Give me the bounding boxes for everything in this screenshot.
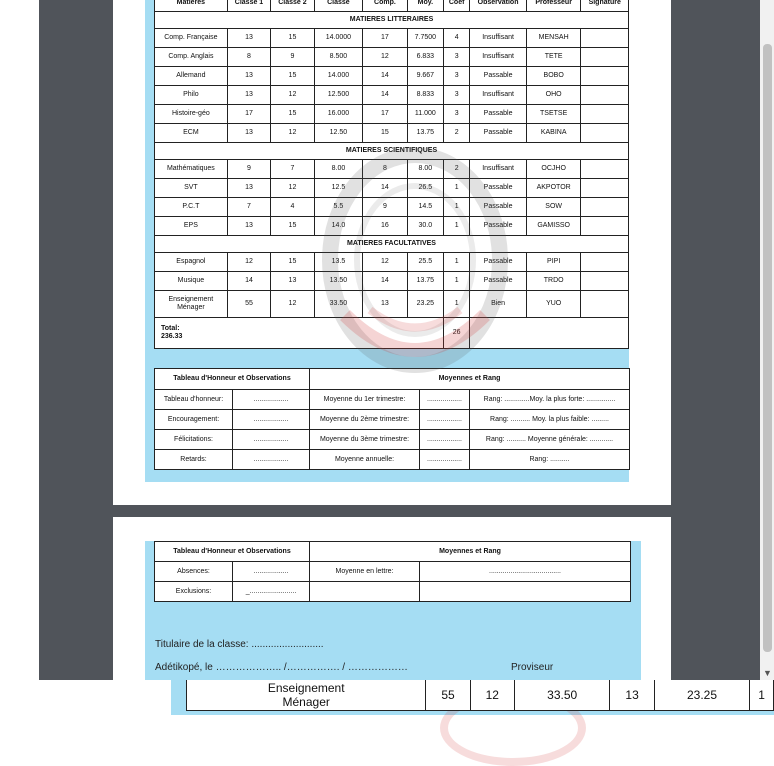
table-cell: 13 [227, 86, 270, 105]
table-cell: .................. [233, 390, 310, 410]
table-cell: 55 [426, 680, 470, 711]
table-cell: 4 [444, 29, 470, 48]
table-cell: 14 [363, 67, 407, 86]
table-cell: Insuffisant [470, 48, 527, 67]
table-cell: 11.000 [407, 105, 443, 124]
table-header-row [155, 369, 630, 390]
table-cell: Exclusions: [155, 582, 233, 602]
table-cell: 16.000 [314, 105, 363, 124]
table-cell: Rang: .............Moy. la plus forte: ............... [470, 390, 630, 410]
table-cell: .................. [420, 450, 470, 470]
table-cell: Passable [470, 124, 527, 143]
table-cell: 12 [271, 124, 314, 143]
table-cell: 33.50 [314, 291, 363, 318]
table-cell: Retards: [155, 450, 233, 470]
table-row [155, 48, 629, 67]
table-cell: 55 [227, 291, 270, 318]
table-cell: 9 [227, 160, 270, 179]
table-cell: 13.50 [314, 272, 363, 291]
table-cell: Enseignement Ménager [155, 291, 228, 318]
table-cell: Moyenne annuelle: [310, 450, 420, 470]
table-cell: 12.5 [314, 179, 363, 198]
table-cell: .................. [233, 410, 310, 430]
column-header: Moy. [407, 0, 443, 12]
table-cell: 13 [227, 217, 270, 236]
table-cell: 14.000 [314, 67, 363, 86]
table-cell: Insuffisant [470, 160, 527, 179]
table-cell: Passable [470, 198, 527, 217]
column-header: Comp. [363, 0, 407, 12]
table-cell: 8 [227, 48, 270, 67]
averages-title: Moyennes et Rang [310, 542, 631, 562]
column-header: Matières [155, 0, 228, 12]
table-cell: 8.500 [314, 48, 363, 67]
table-cell: 13 [610, 680, 654, 711]
table-cell [581, 217, 629, 236]
report-sheet [145, 0, 629, 482]
table-cell: 13.5 [314, 253, 363, 272]
table-cell: 9.667 [407, 67, 443, 86]
blank-cell [470, 318, 629, 349]
table-cell: Passable [470, 253, 527, 272]
table-cell: 8.833 [407, 86, 443, 105]
table-cell: Musique [155, 272, 228, 291]
table-cell: Passable [470, 179, 527, 198]
table-cell: PIPI [526, 253, 581, 272]
table-cell: .................. [233, 430, 310, 450]
table-cell: SOW [526, 198, 581, 217]
table-cell: 16 [363, 217, 407, 236]
table-cell [581, 48, 629, 67]
column-header: Signature [581, 0, 629, 12]
table-row [155, 160, 629, 179]
table-cell: Passable [470, 67, 527, 86]
table-cell [581, 124, 629, 143]
table-cell: 14 [363, 179, 407, 198]
table-cell: 14 [363, 272, 407, 291]
table-cell: Philo [155, 86, 228, 105]
honor-table [154, 368, 630, 470]
section-title: MATIERES LITTERAIRES [155, 12, 629, 29]
table-cell: Allemand [155, 67, 228, 86]
table-row [155, 29, 629, 48]
table-cell: TETE [526, 48, 581, 67]
report-sheet-continued [145, 541, 641, 680]
coef-total: 26 [444, 318, 470, 349]
table-cell: 1 [444, 272, 470, 291]
table-header-row [155, 0, 629, 12]
table-cell: 17 [363, 105, 407, 124]
table-cell: 13.75 [407, 124, 443, 143]
table-cell: 13 [227, 124, 270, 143]
table-cell: Passable [470, 217, 527, 236]
section-title-row [155, 12, 629, 29]
table-cell: OCJHO [526, 160, 581, 179]
background-table [186, 679, 774, 711]
table-cell: 3 [444, 48, 470, 67]
table-cell: 12.50 [314, 124, 363, 143]
column-header: Observation [470, 0, 527, 12]
table-cell: 33.50 [514, 680, 610, 711]
section-title: MATIERES SCIENTIFIQUES [155, 143, 629, 160]
table-cell: 12 [271, 86, 314, 105]
table-cell: 17 [227, 105, 270, 124]
table-cell: 12 [227, 253, 270, 272]
table-cell: 9 [271, 48, 314, 67]
table-cell: 9 [363, 198, 407, 217]
table-cell: 8.00 [314, 160, 363, 179]
table-cell: Histoire-géo [155, 105, 228, 124]
table-cell: Passable [470, 105, 527, 124]
table-row [155, 582, 631, 602]
table-row [155, 179, 629, 198]
section-title-row [155, 143, 629, 160]
table-header-row [155, 542, 631, 562]
table-cell [420, 582, 631, 602]
table-cell: Moyenne en lettre: [310, 562, 420, 582]
table-cell: 15 [271, 217, 314, 236]
table-cell: 13 [227, 67, 270, 86]
honor-table-continued [154, 541, 631, 602]
table-row [155, 562, 631, 582]
table-row [155, 198, 629, 217]
table-cell: 3 [444, 67, 470, 86]
table-cell: YUO [526, 291, 581, 318]
table-cell: 13 [227, 29, 270, 48]
table-cell: KABINA [526, 124, 581, 143]
table-cell: TRDO [526, 272, 581, 291]
table-cell [581, 160, 629, 179]
table-cell: TSETSE [526, 105, 581, 124]
table-row [155, 67, 629, 86]
triangle-down-icon[interactable]: ▼ [763, 668, 772, 678]
table-cell: Félicitations: [155, 430, 233, 450]
table-cell: EPS [155, 217, 228, 236]
table-cell: OHO [526, 86, 581, 105]
table-cell: 15 [271, 29, 314, 48]
table-cell: Passable [470, 272, 527, 291]
table-cell: Insuffisant [470, 29, 527, 48]
scrollbar-thumb[interactable] [763, 44, 772, 652]
table-cell: 26.5 [407, 179, 443, 198]
table-cell: 25.5 [407, 253, 443, 272]
section-title: MATIERES FACULTATIVES [155, 236, 629, 253]
table-cell: 7 [271, 160, 314, 179]
honor-title: Tableau d'Honneur et Observations [155, 369, 310, 390]
table-row [155, 105, 629, 124]
table-cell: 23.25 [407, 291, 443, 318]
table-cell: Absences: [155, 562, 233, 582]
place-date-line: Adétikopé, le ……………….. /……………. / ……………… [155, 662, 408, 673]
table-cell: 1 [444, 179, 470, 198]
table-row [155, 430, 630, 450]
table-cell [581, 272, 629, 291]
table-cell: 14.0 [314, 217, 363, 236]
table-cell: Insuffisant [470, 86, 527, 105]
table-cell: 13 [363, 291, 407, 318]
table-cell: 15 [271, 67, 314, 86]
table-cell: 15 [271, 253, 314, 272]
table-cell: ECM [155, 124, 228, 143]
titulaire-line: Titulaire de la classe: .......................... [155, 639, 324, 650]
total-row [155, 318, 629, 349]
table-cell: Bien [470, 291, 527, 318]
table-cell: Rang: .......... Moy. la plus faible: ......... [470, 410, 630, 430]
table-row [187, 680, 774, 711]
averages-title: Moyennes et Rang [310, 369, 630, 390]
table-cell: 12 [271, 179, 314, 198]
table-row [155, 124, 629, 143]
table-cell: Comp. Française [155, 29, 228, 48]
table-cell: Rang: .......... Moyenne générale: ............ [470, 430, 630, 450]
table-cell: 13.75 [407, 272, 443, 291]
document-viewer[interactable] [39, 0, 774, 680]
table-cell: Rang: .......... [470, 450, 630, 470]
table-cell: 8.00 [407, 160, 443, 179]
table-cell [581, 253, 629, 272]
table-cell [581, 67, 629, 86]
table-row [155, 272, 629, 291]
table-cell: AKPOTOR [526, 179, 581, 198]
table-row [155, 291, 629, 318]
table-cell: P.C.T [155, 198, 228, 217]
table-cell: 1 [444, 291, 470, 318]
table-cell [581, 29, 629, 48]
table-row [155, 253, 629, 272]
table-cell: 12.500 [314, 86, 363, 105]
table-cell: 13 [271, 272, 314, 291]
table-cell: 13 [227, 179, 270, 198]
table-cell: 12 [363, 48, 407, 67]
column-header: Coef [444, 0, 470, 12]
table-cell: SVT [155, 179, 228, 198]
vertical-scrollbar[interactable] [760, 0, 774, 680]
table-cell: .................. [233, 450, 310, 470]
table-cell [581, 291, 629, 318]
document-page-2 [113, 517, 671, 680]
table-cell: 15 [271, 105, 314, 124]
column-header: Classe 2 [271, 0, 314, 12]
table-cell: Moyenne du 3ème trimestre: [310, 430, 420, 450]
table-cell: GAMISSO [526, 217, 581, 236]
table-cell: .................. [420, 410, 470, 430]
table-cell: 1 [444, 253, 470, 272]
total-label: Total: 236.33 [155, 318, 444, 349]
table-cell: Enseignement Ménager [187, 680, 426, 711]
table-cell: Comp. Anglais [155, 48, 228, 67]
table-cell [581, 105, 629, 124]
table-row [155, 450, 630, 470]
table-cell: .................. [420, 430, 470, 450]
grades-table [154, 0, 629, 349]
table-cell: 1 [750, 680, 774, 711]
table-cell: 7.7500 [407, 29, 443, 48]
table-cell: 7 [227, 198, 270, 217]
table-cell: Moyenne du 2ème trimestre: [310, 410, 420, 430]
table-cell: 14.0000 [314, 29, 363, 48]
table-row [155, 217, 629, 236]
column-header: Professeur [526, 0, 581, 12]
table-cell: 6.833 [407, 48, 443, 67]
table-cell [310, 582, 420, 602]
table-cell: 17 [363, 29, 407, 48]
table-cell: 1 [444, 198, 470, 217]
table-cell: Espagnol [155, 253, 228, 272]
table-cell: 8 [363, 160, 407, 179]
table-cell: Mathématiques [155, 160, 228, 179]
table-cell: .................. [233, 562, 310, 582]
table-cell [581, 179, 629, 198]
table-cell: 2 [444, 160, 470, 179]
honor-title: Tableau d'Honneur et Observations [155, 542, 310, 562]
table-cell: 14 [363, 86, 407, 105]
document-page-1 [113, 0, 671, 505]
table-cell: 5.5 [314, 198, 363, 217]
table-cell: 1 [444, 217, 470, 236]
table-cell: Encouragement: [155, 410, 233, 430]
table-row [155, 390, 630, 410]
table-cell: 30.0 [407, 217, 443, 236]
table-cell: 3 [444, 105, 470, 124]
table-cell: Tableau d'honneur: [155, 390, 233, 410]
column-header: Classe 1 [227, 0, 270, 12]
table-cell: 12 [470, 680, 514, 711]
table-cell: 12 [363, 253, 407, 272]
table-cell: 12 [271, 291, 314, 318]
column-header: Classe [314, 0, 363, 12]
table-row [155, 86, 629, 105]
table-cell: _........................ [233, 582, 310, 602]
table-cell: 14 [227, 272, 270, 291]
table-cell: 2 [444, 124, 470, 143]
table-cell [581, 86, 629, 105]
table-cell: BOBO [526, 67, 581, 86]
table-cell: 23.25 [654, 680, 750, 711]
table-cell: MENSAH [526, 29, 581, 48]
proviseur-label: Proviseur [511, 662, 554, 673]
table-row [155, 410, 630, 430]
table-cell: .................. [420, 390, 470, 410]
section-title-row [155, 236, 629, 253]
table-cell: 15 [363, 124, 407, 143]
table-cell [581, 198, 629, 217]
table-cell: Moyenne du 1er trimestre: [310, 390, 420, 410]
table-cell: ..................................... [420, 562, 631, 582]
table-cell: 4 [271, 198, 314, 217]
table-cell: 14.5 [407, 198, 443, 217]
table-cell: 3 [444, 86, 470, 105]
